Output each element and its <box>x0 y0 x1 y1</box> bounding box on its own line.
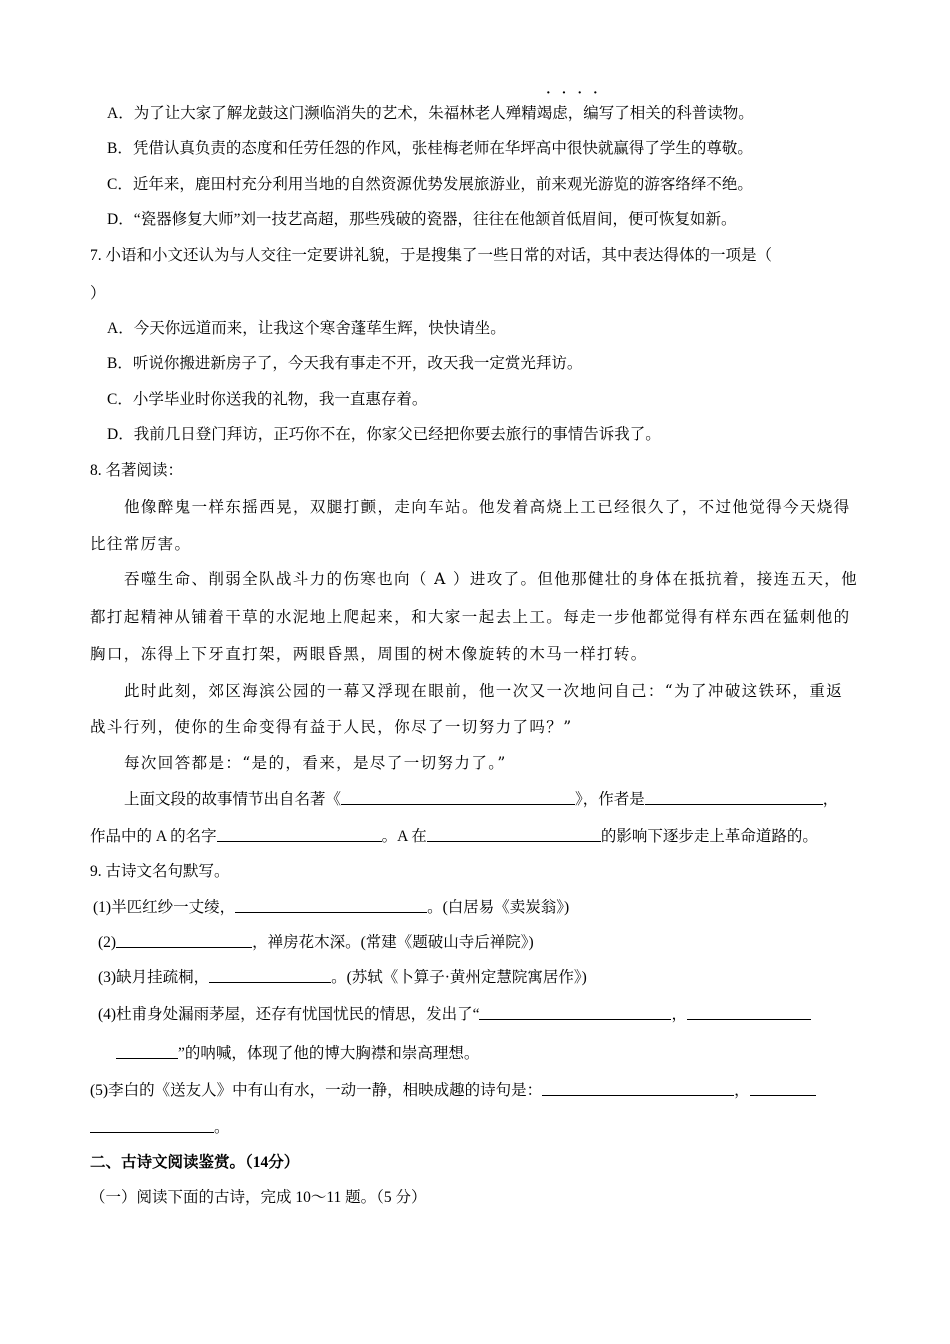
q8-passage-line: 都打起精神从铺着干草的水泥地上爬起来，和大家一起去上工。每走一步他都觉得有样东西在猛刺他的 <box>90 608 851 626</box>
author-blank[interactable] <box>645 789 823 805</box>
poem-blank[interactable] <box>542 1080 734 1096</box>
section-subheading: （一）阅读下面的古诗，完成 10～11 题。（5 分） <box>90 1189 427 1206</box>
q8-passage-line: 吞噬生命、削弱全队战斗力的伤寒也向（ A ）进攻了。但他那健壮的身体在抵抗着，接连五天，他 <box>124 570 859 588</box>
q9-line-3: (3)缺月挂疏桐， 。(苏轼《卜算子·黄州定慧院寓居作》) <box>98 969 587 986</box>
q7-option-b: B．听说你搬进新房子了，今天我有事走不开，改天我一定赏光拜访。 <box>107 355 583 372</box>
q8-fill-line-1: 上面文段的故事情节出自名著《 》，作者是 ， <box>124 791 839 808</box>
emphasis-dots: ···· <box>546 86 609 101</box>
q7-option-a: A．今天你远道而来，让我这个寒舍蓬荜生辉，快快请坐。 <box>107 320 506 337</box>
q7-stem: 7. 小语和小文还认为与人交往一定要讲礼貌，于是搜集了一些日常的对话，其中表达得体的一项是（ <box>90 247 773 264</box>
influence-blank[interactable] <box>427 826 601 842</box>
q7-option-c: C．小学毕业时你送我的礼物，我一直惠存着。 <box>107 391 428 408</box>
q6-option-c: C．近年来，鹿田村充分利用当地的自然资源优势发展旅游业，前来观光游览的游客络绎不绝。 <box>107 176 753 193</box>
q9-line-1: (1)半匹红纱一丈绫， 。(白居易《卖炭翁》) <box>93 899 570 916</box>
q8-fill-line-2: 作品中的 A 的名字 。A 在 的影响下逐步走上革命道路的。 <box>90 828 818 845</box>
q8-passage-line: 胸口，冻得上下牙直打架，两眼昏黑，周围的树木像旋转的木马一样打转。 <box>90 645 648 663</box>
poem-blank[interactable] <box>479 1004 671 1020</box>
q8-passage-line: 他像醉鬼一样东摇西晃，双腿打颤，走向车站。他发着高烧上工已经很久了，不过他觉得今天烧得 <box>124 498 851 516</box>
q7-option-d: D．我前几日登门拜访，正巧你不在，你家父已经把你要去旅行的事情告诉我了。 <box>107 426 661 443</box>
poem-blank[interactable] <box>750 1080 816 1096</box>
q9-line-4: (4)杜甫身处漏雨茅屋，还存有忧国忧民的情思，发出了“ ， <box>98 1004 811 1025</box>
q6-option-a: A．为了让大家了解龙鼓这门濒临消失的艺术，朱福林老人殚精竭虑，编写了相关的科普读物。 <box>107 105 754 122</box>
q8-passage-line: 战斗行列，使你的生命变得有益于人民，你尽了一切努力了吗？” <box>90 718 573 736</box>
q8-passage-line: 比往常厉害。 <box>90 535 192 553</box>
character-name-blank[interactable] <box>217 826 382 842</box>
poem-blank[interactable] <box>90 1117 214 1133</box>
q9-title: 9. 古诗文名句默写。 <box>90 863 230 880</box>
q6-option-d: D．“瓷器修复大师”刘一技艺高超，那些残破的瓷器，往往在他颔首低眉间，便可恢复如新。 <box>107 211 737 228</box>
poem-blank[interactable] <box>116 932 252 948</box>
q9-line-2: (2) ，禅房花木深。(常建《题破山寺后禅院》) <box>98 934 534 951</box>
poem-blank[interactable] <box>687 1004 811 1020</box>
q9-line-5: (5)李白的《送友人》中有山有水，一动一静，相映成趣的诗句是： ， <box>90 1080 816 1101</box>
q8-title: 8. 名著阅读： <box>90 462 184 479</box>
poem-blank[interactable] <box>235 897 427 913</box>
q6-option-b: B．凭借认真负责的态度和任劳任怨的作风，张桂梅老师在华坪高中很快就赢得了学生的尊敬。 <box>107 140 753 157</box>
section-heading: 二、古诗文阅读鉴赏。（14分） <box>90 1154 300 1171</box>
q9-line-4-cont: ”的呐喊，体现了他的博大胸襟和崇高理想。 <box>116 1043 479 1064</box>
q7-stem-end: ） <box>90 285 106 302</box>
q8-passage-line: 每次回答都是：“是的，看来，是尽了一切努力了。” <box>124 754 507 772</box>
q8-passage-line: 此时此刻，郊区海滨公园的一幕又浮现在眼前，他一次又一次地问自己：“为了冲破这铁环，重返 <box>124 682 844 700</box>
q9-line-5-cont: 。 <box>90 1117 230 1138</box>
poem-blank[interactable] <box>116 1043 178 1059</box>
poem-blank[interactable] <box>209 967 331 983</box>
book-title-blank[interactable] <box>341 789 575 805</box>
